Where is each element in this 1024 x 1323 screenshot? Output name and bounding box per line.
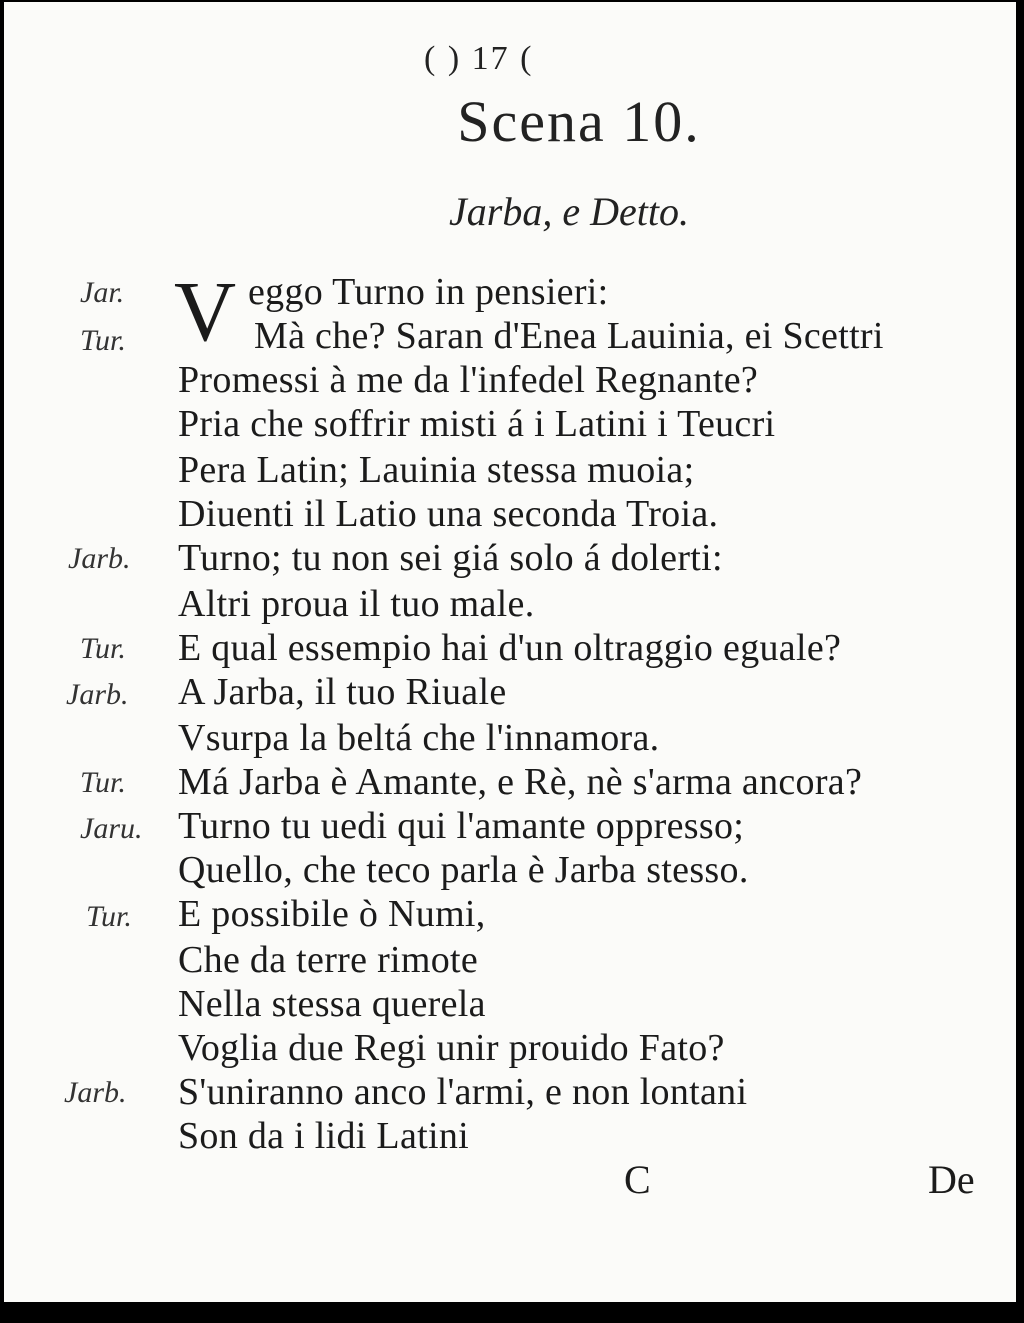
speaker-label: Jarb. [68, 542, 131, 575]
verse-line: Pera Latin; Lauinia stessa muoia; [178, 449, 695, 491]
catchword: De [928, 1157, 975, 1202]
speaker-label: Tur. [80, 766, 126, 799]
verse-line: Vsurpa la beltá che l'innamora. [178, 717, 660, 759]
page-number: ( ) 17 ( [424, 40, 534, 77]
verse-line: Voglia due Regi unir prouido Fato? [178, 1027, 725, 1069]
verse-line: Promessi à me da l'infedel Regnante? [178, 359, 759, 401]
scene-characters: Jarba, e Detto. [449, 189, 689, 234]
speaker-label: Jar. [80, 276, 125, 309]
verse-line: Quello, che teco parla è Jarba stesso. [178, 849, 749, 891]
verse-line: Mà che? Saran d'Enea Lauinia, ei Scettri [254, 315, 884, 357]
speaker-label: Tur. [80, 324, 126, 357]
verse-line: Pria che soffrir misti á i Latini i Teucri [178, 403, 776, 445]
speaker-label: Jarb. [64, 1076, 127, 1109]
verse-line: S'uniranno anco l'armi, e non lontani [178, 1071, 748, 1113]
verse-line: Altri proua il tuo male. [178, 583, 535, 625]
drop-cap: V [174, 263, 237, 359]
verse-line: Nella stessa querela [178, 983, 486, 1025]
verse-line: E possibile ò Numi, [178, 893, 486, 935]
speaker-label: Jaru. [80, 812, 143, 845]
verse-line: Má Jarba è Amante, e Rè, nè s'arma ancora? [178, 761, 863, 803]
verse-line: A Jarba, il tuo Riuale [178, 671, 507, 713]
verse-line: Diuenti il Latio una seconda Troia. [178, 493, 719, 535]
book-page [4, 2, 1016, 1302]
verse-line: E qual essempio hai d'un oltraggio eguale? [178, 627, 842, 669]
speaker-label: Tur. [86, 900, 132, 933]
scene-title: Scena 10. [457, 89, 701, 154]
verse-line: Son da i lidi Latini [178, 1115, 469, 1157]
signature-mark: C [624, 1157, 651, 1202]
verse-line: eggo Turno in pensieri: [248, 271, 609, 313]
speaker-label: Jarb. [66, 678, 129, 711]
verse-line: Che da terre rimote [178, 939, 479, 981]
speaker-label: Tur. [80, 632, 126, 665]
verse-line: Turno; tu non sei giá solo á dolerti: [178, 537, 723, 579]
verse-line: Turno tu uedi qui l'amante oppresso; [178, 805, 745, 847]
